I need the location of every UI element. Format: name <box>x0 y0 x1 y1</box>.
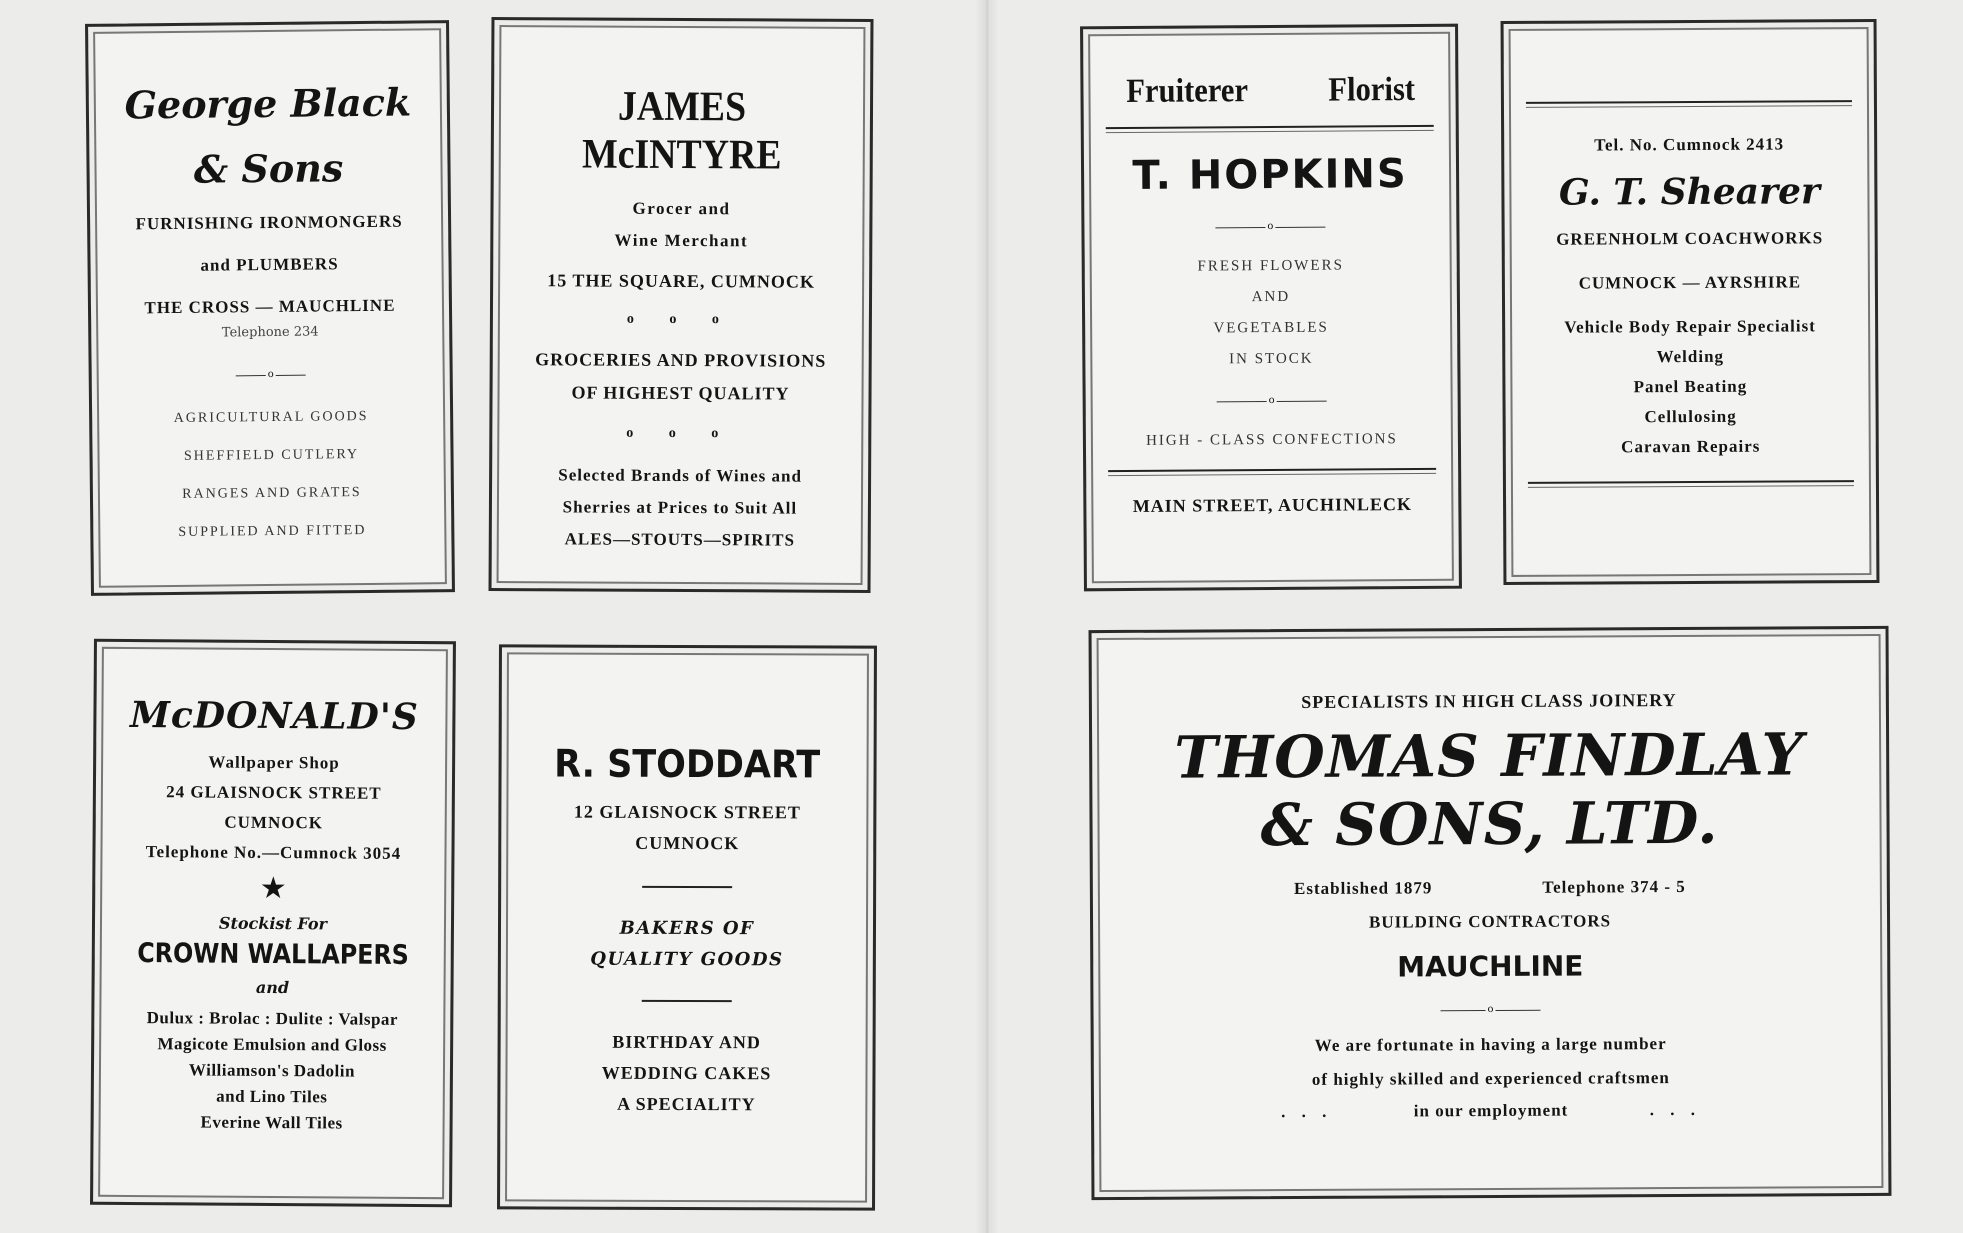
tagline: SPECIALISTS IN HIGH CLASS JOINERY <box>1301 690 1677 712</box>
rule <box>642 886 732 888</box>
ad-george-black <box>85 20 455 596</box>
rule <box>1528 480 1854 488</box>
goods-line: SHEFFIELD CUTLERY <box>183 447 360 464</box>
product-line: Everine Wall Tiles <box>200 1112 343 1133</box>
stock-line: FRESH FLOWERS <box>1197 257 1344 275</box>
headline: OF HIGHEST QUALITY <box>571 382 790 404</box>
service-line: Caravan Repairs <box>1621 436 1761 457</box>
business-name: G. T. Shearer <box>1558 170 1821 214</box>
ad-thomas-findlay <box>1089 626 1892 1200</box>
rule <box>642 1000 732 1002</box>
business-name: George Black <box>124 79 412 128</box>
cakes-line: BIRTHDAY AND <box>612 1031 761 1053</box>
business-name: JAMES McINTYRE <box>581 83 782 179</box>
ornament: o o o <box>626 311 735 328</box>
and-label: and <box>255 977 290 998</box>
ad-stoddart <box>497 644 877 1210</box>
goods-line: AGRICULTURAL GOODS <box>173 408 369 427</box>
ornament: o o o <box>626 425 735 442</box>
body-row <box>1281 1100 1701 1122</box>
header-row <box>1119 71 1419 111</box>
confections: HIGH - CLASS CONFECTIONS <box>1145 431 1398 449</box>
business-name: McDONALD'S <box>129 693 419 739</box>
address: 15 THE SQUARE, CUMNOCK <box>547 270 816 292</box>
divider: o <box>1217 396 1327 407</box>
dots: . . . <box>1649 1099 1702 1120</box>
stockist-label: Stockist For <box>218 913 328 934</box>
service-line: Welding <box>1656 346 1725 367</box>
header-left: Fruiterer <box>1126 72 1249 111</box>
telephone: Telephone 234 <box>221 324 319 341</box>
trade-line: FURNISHING IRONMONGERS <box>135 211 403 234</box>
goods-line: SUPPLIED AND FITTED <box>178 523 367 540</box>
service-line: Panel Beating <box>1633 376 1748 397</box>
brand-name: CROWN WALLAPERS <box>136 938 409 971</box>
cakes-line: A SPECIALITY <box>617 1093 756 1115</box>
header-right: Florist <box>1327 70 1415 109</box>
business-name: THOMAS FINDLAY <box>1174 720 1805 792</box>
ad-mcdonalds <box>90 639 456 1208</box>
town: CUMNOCK <box>224 812 324 833</box>
stock-line: VEGETABLES <box>1213 319 1329 337</box>
star-icon: ★ <box>259 870 287 907</box>
bakers-line: QUALITY GOODS <box>590 948 784 971</box>
cakes-line: WEDDING CAKES <box>601 1062 772 1084</box>
body-line: of highly skilled and experienced craftsmen <box>1311 1068 1670 1089</box>
divider: o <box>1215 222 1325 233</box>
trade-line: and PLUMBERS <box>200 254 339 275</box>
address: THE CROSS — MAUCHLINE <box>144 295 396 318</box>
street: 24 GLAISNOCK STREET <box>166 782 382 803</box>
established: Established 1879 <box>1293 878 1433 899</box>
body-line: We are fortunate in having a large number <box>1314 1034 1667 1055</box>
business-name-suffix: & Sons <box>193 145 344 192</box>
telephone: Telephone 374 - 5 <box>1542 876 1686 897</box>
dots: . . . <box>1280 1101 1333 1122</box>
address: MAIN STREET, AUCHINLECK <box>1132 494 1413 516</box>
product-line: Williamson's Dadolin <box>188 1060 356 1081</box>
bakers-line: BAKERS OF <box>619 917 755 940</box>
telephone: Tel. No. Cumnock 2413 <box>1594 134 1785 155</box>
town: MAUCHLINE <box>1397 949 1584 984</box>
rule <box>1106 125 1434 133</box>
stock-line: IN STOCK <box>1229 350 1314 368</box>
works-name: GREENHOLM COACHWORKS <box>1556 228 1824 249</box>
product-line: Magicote Emulsion and Gloss <box>157 1034 387 1055</box>
rule <box>1526 100 1852 108</box>
business-name-suffix: & SONS, LTD. <box>1260 788 1719 860</box>
ad-james-mcintyre <box>488 17 873 593</box>
trade: BUILDING CONTRACTORS <box>1368 911 1612 932</box>
street: 12 GLAISNOCK STREET <box>573 801 801 823</box>
product-line: Dulux : Brolac : Dulite : Valspar <box>146 1008 399 1029</box>
ad-hopkins <box>1080 24 1462 592</box>
goods-line: RANGES AND GRATES <box>182 485 362 502</box>
divider: o <box>236 370 306 381</box>
detail-line: ALES—STOUTS—SPIRITS <box>564 529 795 550</box>
trade-line: Wine Merchant <box>614 230 749 251</box>
shop-type: Wallpaper Shop <box>208 752 340 773</box>
telephone: Telephone No.—Cumnock 3054 <box>145 842 402 863</box>
service-line: Vehicle Body Repair Specialist <box>1564 316 1816 337</box>
detail-line: Selected Brands of Wines and <box>558 465 802 486</box>
service-line: Cellulosing <box>1644 406 1737 427</box>
address: CUMNOCK — AYRSHIRE <box>1578 272 1802 293</box>
business-name: R. STODDART <box>554 741 821 787</box>
detail-line: Sherries at Prices to Suit All <box>562 497 798 518</box>
stock-line: AND <box>1251 288 1291 306</box>
rule <box>1108 468 1436 476</box>
page-fold <box>975 0 999 1233</box>
headline: GROCERIES AND PROVISIONS <box>535 349 827 371</box>
ad-shearer <box>1501 19 1880 585</box>
product-line: and Lino Tiles <box>216 1086 328 1107</box>
details-row <box>1294 877 1686 899</box>
divider: o <box>1440 1005 1540 1016</box>
trade-line: Grocer and <box>632 198 731 219</box>
town: CUMNOCK <box>635 832 740 854</box>
business-name: T. HOPKINS <box>1132 151 1408 199</box>
body-line: in our employment <box>1413 1100 1569 1121</box>
